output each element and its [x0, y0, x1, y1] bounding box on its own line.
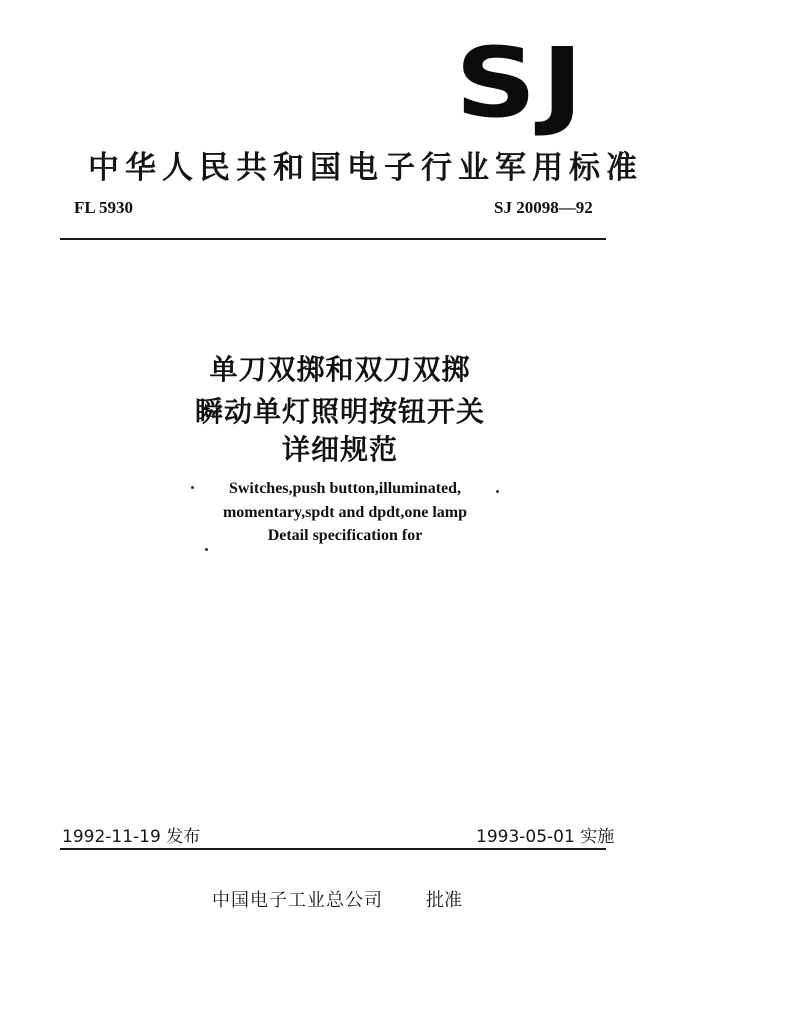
scan-speck [205, 548, 208, 551]
standard-number: SJ 20098—92 [494, 198, 593, 217]
approve-label: 批准 [426, 890, 462, 911]
scan-speck [496, 490, 499, 493]
sj-logo: SJ [455, 27, 589, 139]
footer-rule [60, 848, 606, 850]
issue-date: 1992-11-19 发布 [62, 827, 201, 847]
classification-code: FL 5930 [74, 198, 134, 217]
effective-date: 1993-05-01 实施 [476, 827, 615, 847]
title-en-line-1: Switches,push button,illuminated, [228, 480, 462, 497]
title-cn-line-2: 瞬动单灯照明按钮开关 [194, 395, 485, 428]
standard-title: 中华人民共和国电子行业军用标准 [88, 150, 643, 186]
title-en-line-3: Detail specification for [267, 527, 423, 544]
title-cn-line-3: 详细规范 [281, 433, 398, 466]
title-cn-line-1: 单刀双掷和双刀双掷 [209, 353, 471, 386]
title-en-line-2: momentary,spdt and dpdt,one lamp [222, 504, 468, 521]
header-rule [60, 238, 606, 240]
approving-authority: 中国电子工业总公司 [212, 890, 383, 911]
scan-speck [191, 486, 194, 489]
